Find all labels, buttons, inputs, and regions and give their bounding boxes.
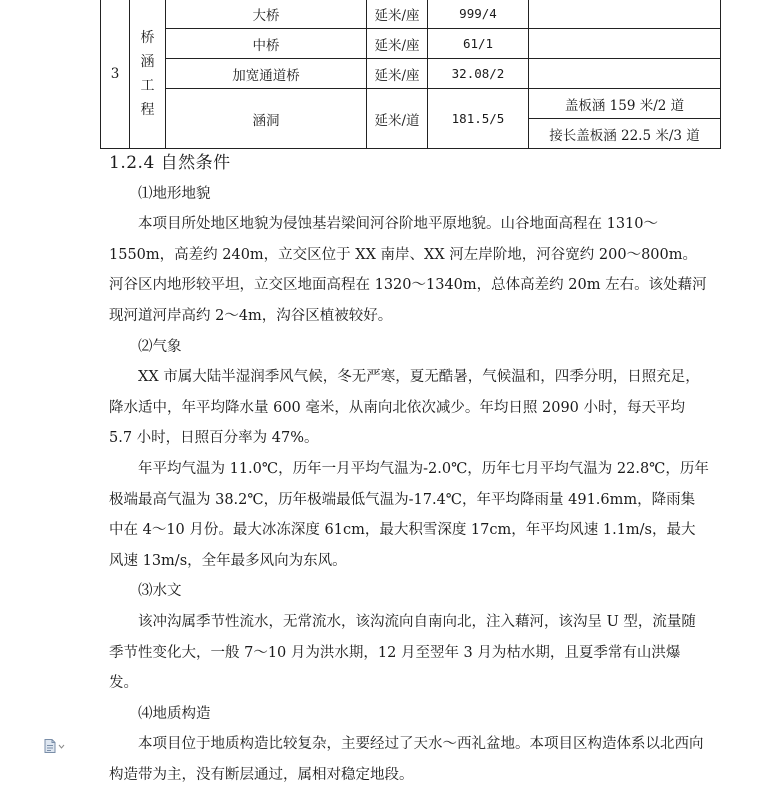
item-quantity: 999/4 xyxy=(428,0,529,29)
paragraph-climate: XX 市属大陆半湿润季风气候，冬无严寒，夏无酷暑，气候温和，四季分明，日照充足，降水适中，年平均降水量 600 毫米，从南向北依次减少。年均日照 2090 小时，每天平均 5.7 小时，日照百分率为 47%。 xyxy=(109,369,700,447)
table-row xyxy=(101,0,721,29)
item-unit: 延米/座 xyxy=(367,29,428,59)
document-body xyxy=(109,148,709,790)
item-remark: 盖板涵 159 米/2 道 xyxy=(529,89,721,119)
item-unit: 延米/座 xyxy=(367,59,428,89)
category-cell xyxy=(130,0,166,149)
paragraph-terrain: 本项目所处地区地貌为侵蚀基岩梁间河谷阶地平原地貌。山谷地面高程在 1310～1550m，高差约 240m，立交区位于 XX 南岸、XX 河左岸阶地，河谷宽约 200～800m。河谷区内地形较平坦，立交区地面高程在 1320～1340m，总体高差约 20m 左右。该处藉河现河道河岸高约 2～4m，沟谷区植被较好。 xyxy=(109,216,707,324)
table-row xyxy=(101,59,721,89)
item-name: 加宽通道桥 xyxy=(166,59,367,89)
row-number: 3 xyxy=(101,0,130,149)
item-name: 涵洞 xyxy=(166,89,367,149)
paragraph-temperature: 年平均气温为 11.0℃，历年一月平均气温为-2.0℃，历年七月平均气温为 22.8℃，历年极端最高气温为 38.2℃，历年极端最低气温为-17.4℃，年平均降雨量 491.6mm，降雨集中在 4～10 月份。最大冰冻深度 61cm，最大积雪深度 17cm，年平均风速 1.1m/s，最大风速 13m/s，全年最多风向为东风。 xyxy=(109,460,709,569)
subheading-terrain: ⑴地形地貌 xyxy=(138,185,211,202)
table-row xyxy=(101,29,721,59)
item-quantity: 61/1 xyxy=(428,29,529,59)
category-text: 桥涵工程 xyxy=(140,29,155,118)
document-icon[interactable] xyxy=(44,738,66,752)
item-remark xyxy=(529,29,721,59)
item-remark xyxy=(529,59,721,89)
subheading-geology: ⑷地质构造 xyxy=(138,705,211,722)
item-name: 中桥 xyxy=(166,29,367,59)
paragraph-geology: 本项目位于地质构造比较复杂，主要经过了天水～西礼盆地。本项目区构造体系以北西向构造带为主，没有断层通过，属相对稳定地段。 xyxy=(109,736,704,783)
item-remark xyxy=(529,0,721,29)
item-remark: 接长盖板涵 22.5 米/3 道 xyxy=(529,119,721,149)
paragraph-hydrology: 该冲沟属季节性流水，无常流水，该沟流向自南向北，注入藉河，该沟呈 U 型，流量随季节性变化大，一般 7～10 月为洪水期，12 月至翌年 3 月为枯水期，且夏季常有山洪爆发。 xyxy=(109,613,696,692)
section-heading: 1.2.4 自然条件 xyxy=(109,153,231,173)
item-unit: 延米/道 xyxy=(367,89,428,149)
item-name: 大桥 xyxy=(166,0,367,29)
item-unit: 延米/座 xyxy=(367,0,428,29)
item-quantity: 181.5/5 xyxy=(428,89,529,149)
subheading-hydrology: ⑶水文 xyxy=(138,583,182,600)
subheading-climate: ⑵气象 xyxy=(138,338,182,355)
item-quantity: 32.08/2 xyxy=(428,59,529,89)
project-table xyxy=(100,0,721,149)
table-row xyxy=(101,89,721,119)
